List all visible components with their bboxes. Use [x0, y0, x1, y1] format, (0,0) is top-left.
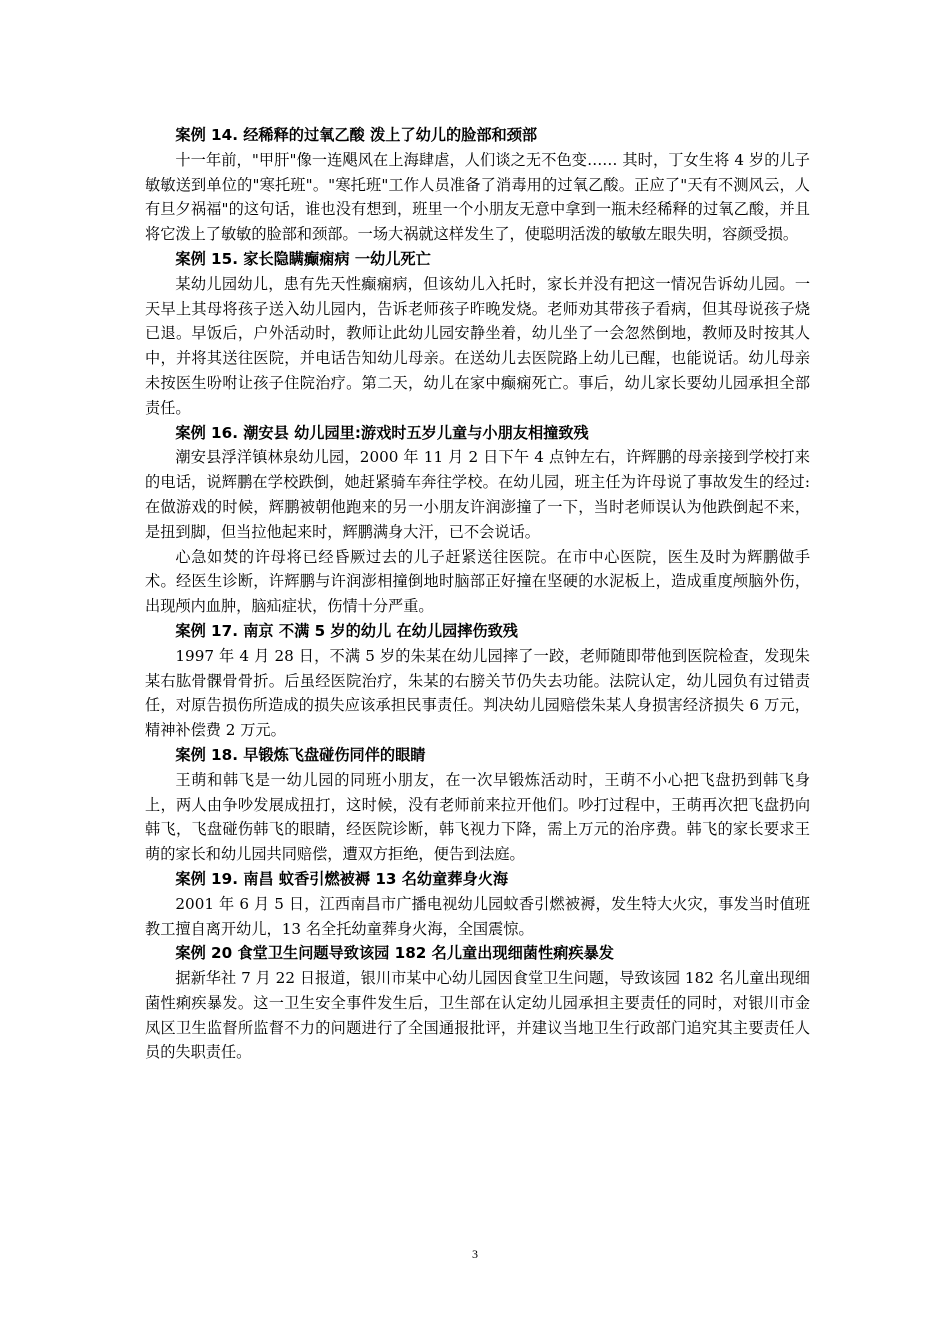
case-paragraph: 十一年前，"甲肝"像一连飓风在上海肆虐，人们谈之无不色变…… 其时，丁女生将 4 岁的儿子敏敏送到单位的"寒托班"。"寒托班"工作人员准备了消毒用的过氧乙酸。正应了"天有不测风云，人有旦夕祸福"的这句话，谁也没有想到，班里一个小朋友无意中拿到一瓶未经稀释的过氧乙酸，并且将它泼上了敏敏的脸部和颈部。一场大祸就这样发生了，使聪明活泼的敏敏左眼失明，容颜受损。 — [145, 150, 810, 244]
case-17 — [145, 619, 810, 743]
case-title: 案例 17. 南京 不满 5 岁的幼儿 在幼儿园摔伤致残 — [175, 621, 518, 640]
case-title: 案例 14. 经稀释的过氧乙酸 泼上了幼儿的脸部和颈部 — [175, 126, 538, 144]
case-16 — [145, 421, 810, 619]
case-title: 案例 20 食堂卫生问题导致该园 182 名儿童出现细菌性痢疾暴发 — [175, 944, 614, 963]
case-title: 案例 15. 家长隐瞒癫痫病 一幼儿死亡 — [175, 249, 431, 268]
case-paragraph: 王萌和韩飞是一幼儿园的同班小朋友，在一次早锻炼活动时，王萌不小心把飞盘扔到韩飞身上，两人由争吵发展成扭打，这时候，没有老师前来拉开他们。吵打过程中，王萌再次把飞盘扔向韩飞，飞盘碰伤韩飞的眼睛，经医院诊断，韩飞视力下降，需上万元的治序费。韩飞的家长要求王萌的家长和幼儿园共同赔偿，遭双方拒绝，便告到法庭。 — [145, 770, 810, 864]
case-title: 案例 18. 早锻炼飞盘碰伤同伴的眼睛 — [175, 745, 426, 764]
case-18 — [145, 743, 810, 867]
case-paragraph: 心急如焚的许母将已经昏厥过去的儿子赶紧送往医院。在市中心医院，医生及时为辉鹏做手术。经医生诊断，许辉鹏与许润澎相撞倒地时脑部正好撞在坚硬的水泥板上，造成重度颅脑外伤，出现颅内血肿，脑疝症状，伤情十分严重。 — [145, 547, 810, 616]
page-number: 3 — [472, 1247, 478, 1261]
case-19 — [145, 867, 810, 941]
case-paragraph: 潮安县浮洋镇林泉幼儿园，2000 年 11 月 2 日下午 4 点钟左右，许辉鹏的母亲接到学校打来的电话，说辉鹏在学校跌倒，她赶紧骑车奔往学校。在幼儿园，班主任为许母说了事故发生的经过:在做游戏的时候，辉鹏被朝他跑来的另一小朋友许润澎撞了一下，当时老师误认为他跌倒起不来，是扭到脚，但当拉他起来时，辉鹏满身大汗，已不会说话。 — [145, 448, 810, 541]
case-title: 案例 16. 潮安县 幼儿园里:游戏时五岁儿童与小朋友相撞致残 — [175, 423, 589, 442]
case-14 — [145, 123, 810, 247]
case-paragraph: 据新华社 7 月 22 日报道，银川市某中心幼儿园因食堂卫生问题，导致该园 182 名儿童出现细菌性痢疾暴发。这一卫生安全事件发生后，卫生部在认定幼儿园承担主要责任的同时，对银川市金凤区卫生监督所监督不力的问题进行了全国通报批评，并建议当地卫生行政部门追究其主要责任人员的失职责任。 — [145, 969, 810, 1062]
case-paragraph: 某幼儿园幼儿，患有先天性癫痫病，但该幼儿入托时，家长并没有把这一情况告诉幼儿园。一天早上其母将孩子送入幼儿园内，告诉老师孩子昨晚发烧。老师劝其带孩子看病，但其母说孩子烧已退。早饭后，户外活动时，教师让此幼儿园安静坐着，幼儿坐了一会忽然倒地，教师及时按其人中，并将其送往医院，并电话告知幼儿母亲。在送幼儿去医院路上幼儿已醒，也能说话。幼儿母亲未按医生吩咐让孩子住院治疗。第二天，幼儿在家中癫痫死亡。事后，幼儿家长要幼儿园承担全部责任。 — [145, 274, 810, 417]
case-title: 案例 19. 南昌 蚊香引燃被褥 13 名幼童葬身火海 — [175, 869, 509, 888]
case-20 — [145, 941, 810, 1065]
document-body — [145, 123, 810, 1065]
case-15 — [145, 247, 810, 421]
case-paragraph: 2001 年 6 月 5 日，江西南昌市广播电视幼儿园蚊香引燃被褥，发生特大火灾，事发当时值班教工擅自离开幼儿，13 名全托幼童葬身火海，全国震惊。 — [145, 894, 810, 938]
case-paragraph: 1997 年 4 月 28 日，不满 5 岁的朱某在幼儿园摔了一跤，老师随即带他到医院检查，发现朱某右肱骨髁骨骨折。后虽经医院治疗，朱某的右膀关节仍失去功能。法院认定，幼儿园负有过错责任，对原告损伤所造成的损失应该承担民事责任。判决幼儿园赔偿朱某人身损害经济损失 6 万元，精神补偿费 2 万元。 — [145, 646, 810, 740]
